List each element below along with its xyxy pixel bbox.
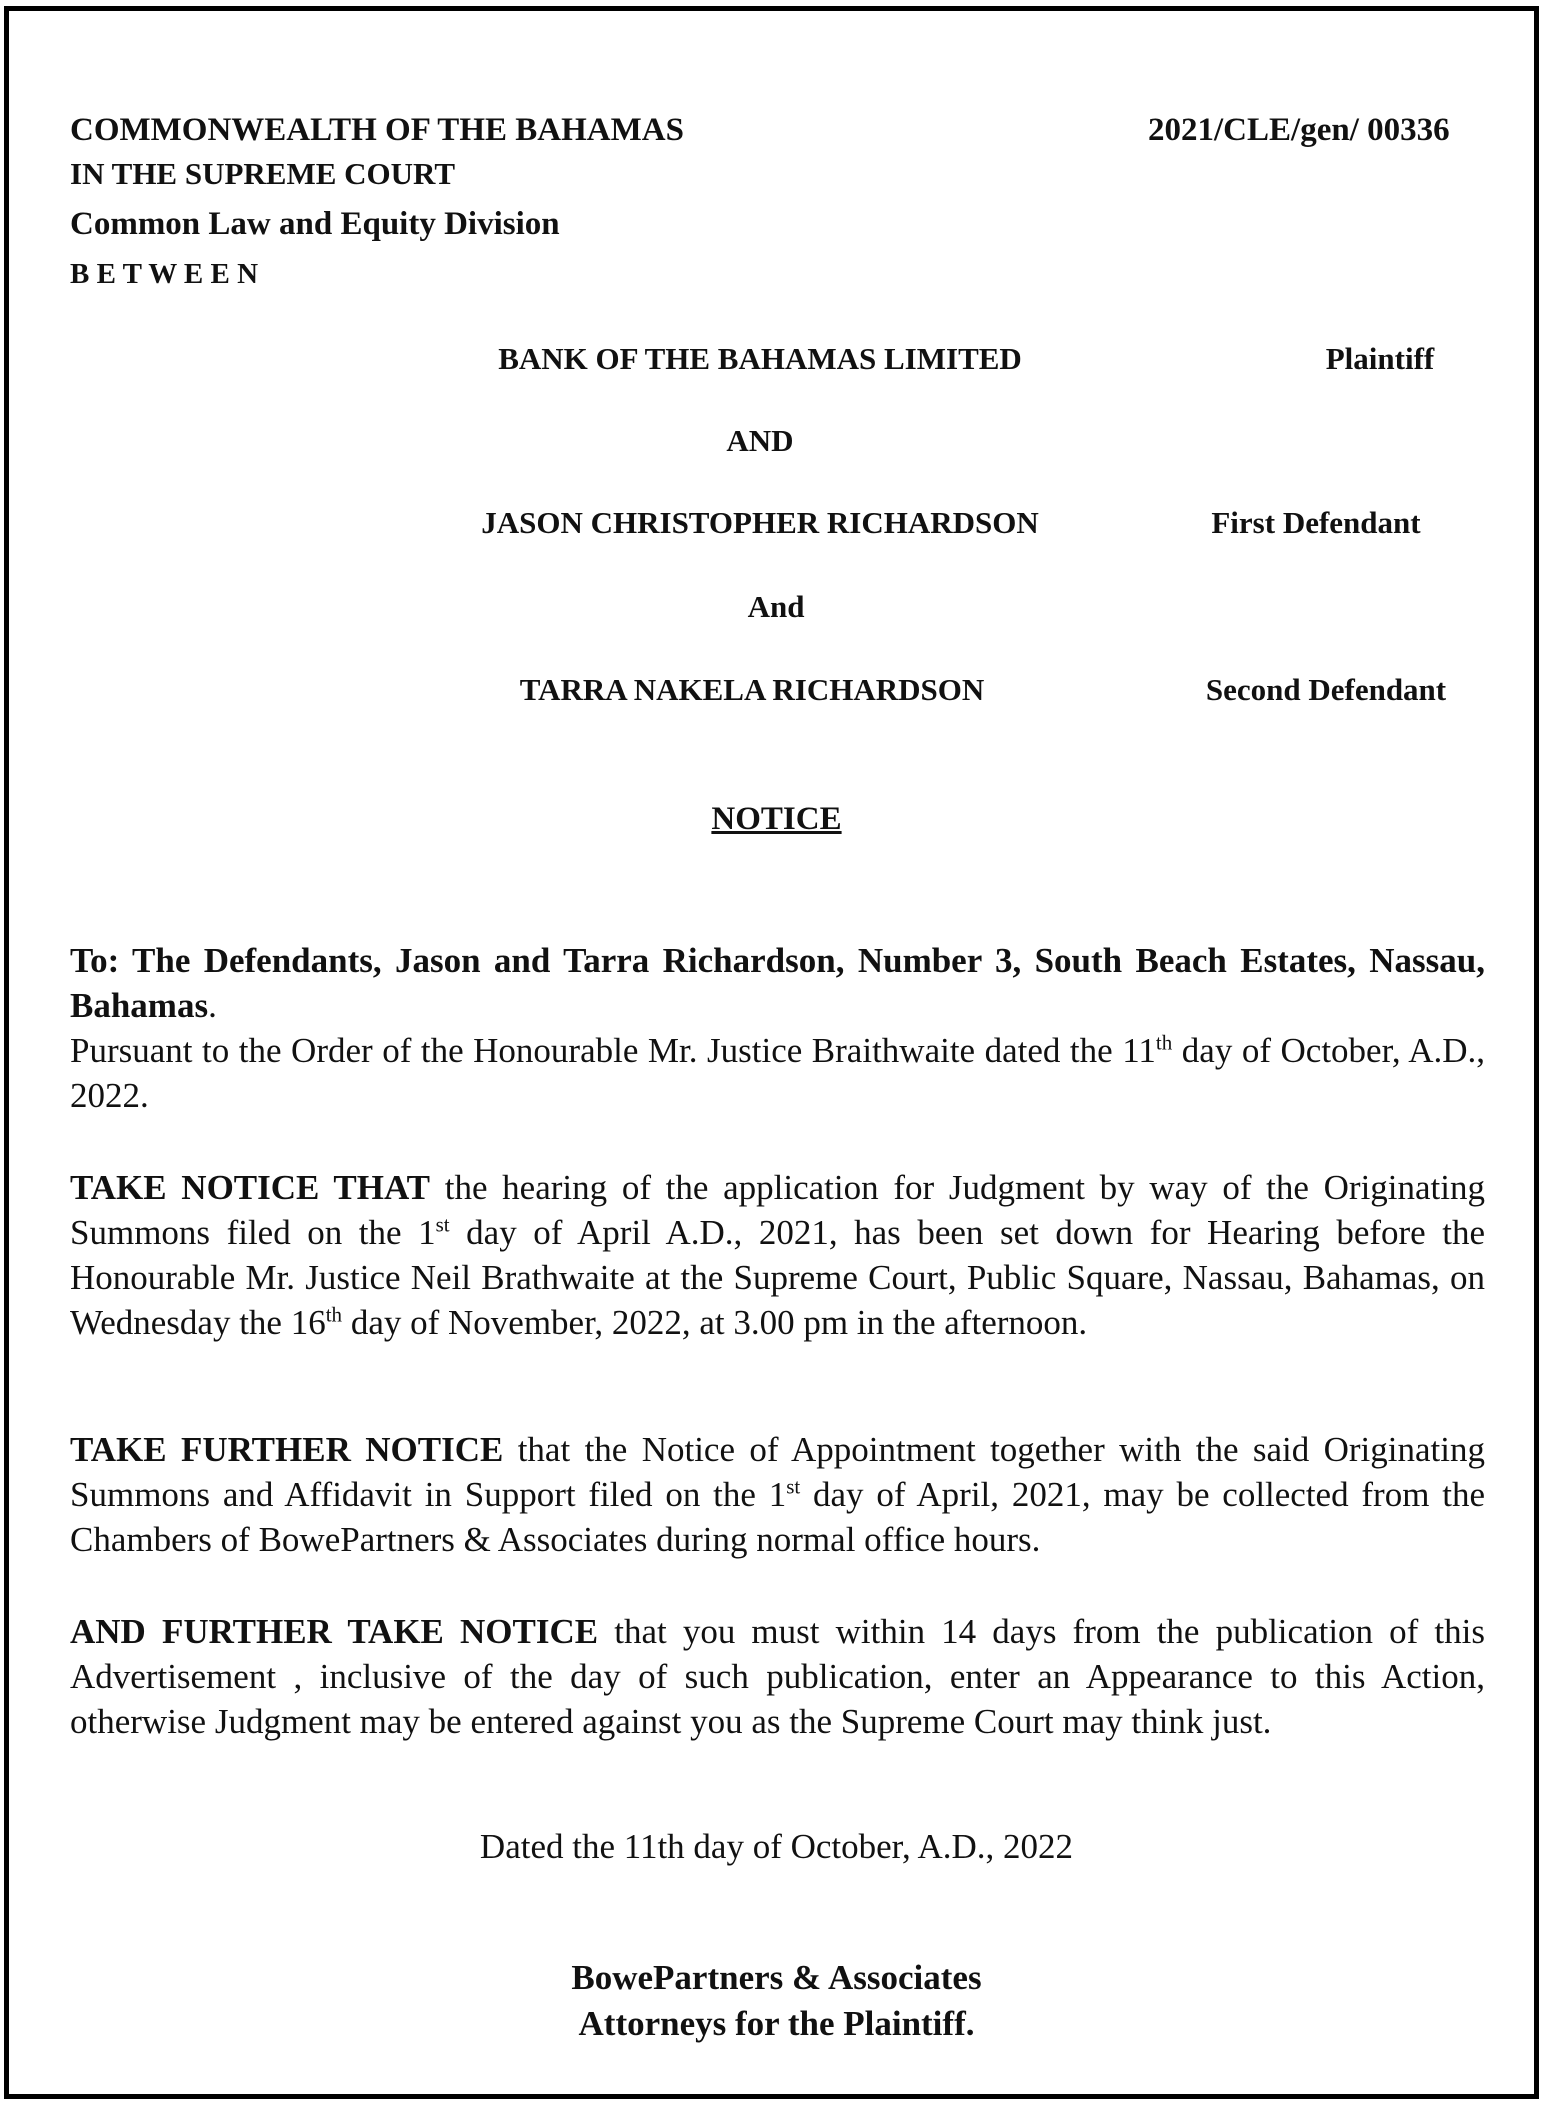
further-notice-text-1: that the Notice of Appointment together with the said Originating Summons and Affidavit in Support filed on the 1 — [70, 1430, 1485, 1514]
and-separator-2: And — [747, 589, 805, 624]
and-further-text: that you must within 14 days from the publication of this Advertisement , inclusive of the day of such publication, enter an Appearance to this Action, otherwise Judgment may be entered against you as the Supreme Court may think just. — [70, 1612, 1486, 1741]
plaintiff-name: BANK OF THE BAHAMAS LIMITED — [498, 341, 1022, 376]
second-defendant-role: Second Defendant — [1205, 672, 1447, 707]
and-further-lead: AND FURTHER TAKE NOTICE — [70, 1612, 599, 1651]
signature-role: Attorneys for the Plaintiff. — [578, 2004, 975, 2043]
further-notice-text-2: day of April, 2021, may be collected from the Chambers of BowePartners & Associates during normal office hours. — [70, 1475, 1485, 1559]
court-name: IN THE SUPREME COURT — [70, 156, 456, 191]
pursuant-sup: th — [1155, 1030, 1173, 1055]
notice-title: NOTICE — [711, 801, 842, 837]
address-text: To: The Defendants, Jason and Tarra Richardson, Number 3, South Beach Estates, Nassau, Bahamas — [70, 941, 1485, 1025]
take-notice-text-2: day of April A.D., 2021, has been set down for Hearing before the Honourable Mr. Justice Neil Brathwaite at the Supreme Court, Public Square, Nassau, Bahamas, on Wednesday the 16 — [70, 1213, 1485, 1342]
signature-firm: BowePartners & Associates — [571, 1958, 982, 1997]
plaintiff-role: Plaintiff — [1325, 341, 1435, 376]
take-notice-text-3: day of November, 2022, at 3.00 pm in the afternoon. — [342, 1303, 1088, 1342]
pursuant-paragraph — [70, 1028, 1485, 1118]
address-block — [70, 938, 1485, 1028]
take-notice-sup-1: st — [435, 1212, 450, 1237]
further-notice-lead: TAKE FURTHER NOTICE — [70, 1430, 504, 1469]
between-label: B E T W E E N — [70, 258, 259, 290]
further-notice-sup: st — [786, 1474, 801, 1499]
division: Common Law and Equity Division — [70, 206, 560, 242]
address-end: . — [208, 986, 217, 1025]
case-number: 2021/CLE/gen/ 00336 — [1148, 112, 1450, 148]
and-separator-1: AND — [726, 423, 794, 458]
take-notice-lead: TAKE NOTICE THAT — [70, 1168, 431, 1207]
take-notice-paragraph — [70, 1165, 1485, 1345]
dated-line: Dated the 11th day of October, A.D., 2022 — [479, 1827, 1074, 1866]
and-further-notice-paragraph — [70, 1609, 1485, 1744]
first-defendant-name: JASON CHRISTOPHER RICHARDSON — [481, 505, 1039, 540]
second-defendant-name: TARRA NAKELA RICHARDSON — [519, 672, 985, 707]
pursuant-text-2: day of October, A.D., 2022. — [70, 1031, 1485, 1115]
first-defendant-role: First Defendant — [1211, 505, 1421, 540]
take-notice-text-1: the hearing of the application for Judgment by way of the Originating Summons filed on the 1 — [70, 1168, 1485, 1252]
pursuant-text-1: Pursuant to the Order of the Honourable Mr. Justice Braithwaite dated the 11 — [70, 1031, 1156, 1070]
jurisdiction: COMMONWEALTH OF THE BAHAMAS — [70, 112, 684, 148]
take-notice-sup-2: th — [325, 1302, 343, 1327]
further-notice-paragraph — [70, 1427, 1485, 1562]
